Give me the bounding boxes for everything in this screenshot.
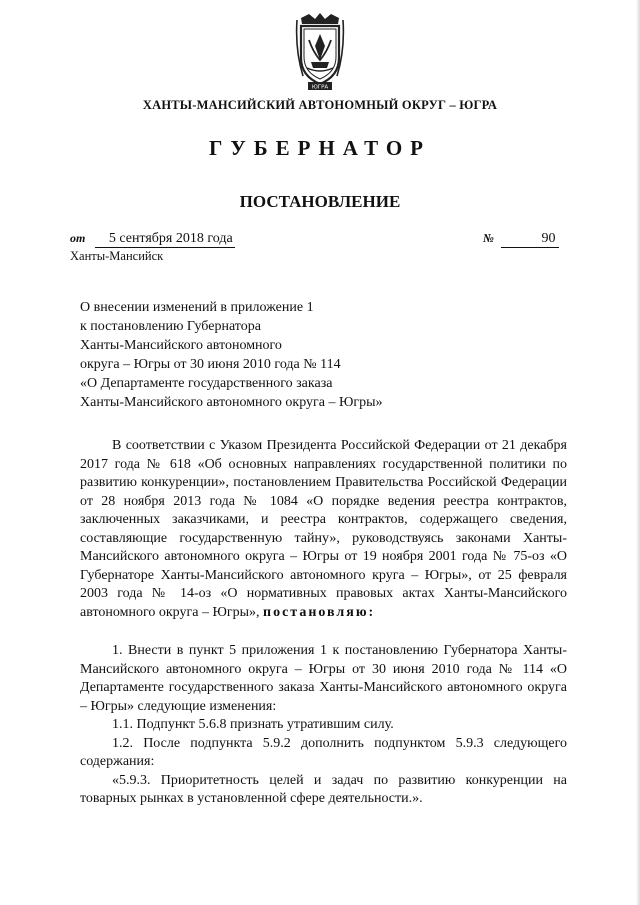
document-subject bbox=[80, 298, 500, 412]
preamble-text: В соответствии с Указом Президента Российской Федерации от 21 декабря 2017 года № 618 «Об основных направлениях государственной политики по развитию конкуренции», постановлением Правительства Российской Федерации от 28 ноября 2013 года № 1084 «О порядке ведения реестра контрактов, заключенных заказчиками, и реестра контрактов, содержащего сведения, составляющие государственную тайну», руководствуясь законами Ханты-Мансийского автономного округа – Югры от 19 ноября 2001 года № 75-оз «О Губернаторе Ханты-Мансийского автономного круга – Югры», от 25 февраля 2003 года № 14-оз «О нормативных правовых актах Ханты-Мансийского автономного округа – Югры», bbox=[80, 438, 567, 620]
item-1-2: 1.2. После подпункта 5.9.2 дополнить подпунктом 5.9.3 следующего содержания: bbox=[80, 735, 567, 769]
subject-line: Ханты-Мансийского автономного bbox=[80, 338, 282, 353]
number-line bbox=[483, 231, 559, 248]
scan-edge bbox=[636, 0, 640, 905]
item-1-1: 1.1. Подпункт 5.6.8 признать утратившим силу. bbox=[112, 717, 394, 732]
date-prefix: от bbox=[70, 231, 86, 245]
document-date: 5 сентября 2018 года bbox=[95, 231, 235, 248]
subject-line: округа – Югры от 30 июня 2010 года № 114 bbox=[80, 357, 341, 372]
item-1: 1. Внести в пункт 5 приложения 1 к постановлению Губернатора Ханты-Мансийского автономного округа – Югры от 30 июня 2010 года № 114 «О Департаменте государственного заказа Ханты-Мансийского автономного округа – Югры» следующие изменения: bbox=[80, 643, 567, 714]
subject-line: О внесении изменений в приложение 1 bbox=[80, 300, 314, 315]
document-type: ПОСТАНОВЛЕНИЕ bbox=[239, 192, 401, 211]
subject-line: Ханты-Мансийского автономного округа – Югры» bbox=[80, 395, 383, 410]
city: Ханты-Мансийск bbox=[70, 249, 164, 263]
page-title: ГУБЕРНАТОР bbox=[208, 136, 432, 160]
resolve-word: постановляю: bbox=[263, 604, 376, 620]
subject-line: «О Департаменте государственного заказа bbox=[80, 376, 333, 391]
date-line bbox=[70, 231, 235, 248]
subject-line: к постановлению Губернатора bbox=[80, 319, 261, 334]
document-body bbox=[80, 437, 567, 809]
number-prefix: № bbox=[483, 231, 494, 245]
coat-of-arms-emblem bbox=[295, 10, 345, 94]
quoted-subitem: «5.9.3. Приоритетность целей и задач по развитию конкуренции на товарных рынках в установленной сфере деятельности.». bbox=[80, 772, 567, 806]
emblem-lettering: ЮГРА bbox=[311, 84, 329, 91]
region-name: ХАНТЫ-МАНСИЙСКИЙ АВТОНОМНЫЙ ОКРУГ – ЮГРА bbox=[142, 98, 498, 112]
document-number: 90 bbox=[501, 231, 559, 248]
preamble-paragraph bbox=[80, 437, 567, 622]
